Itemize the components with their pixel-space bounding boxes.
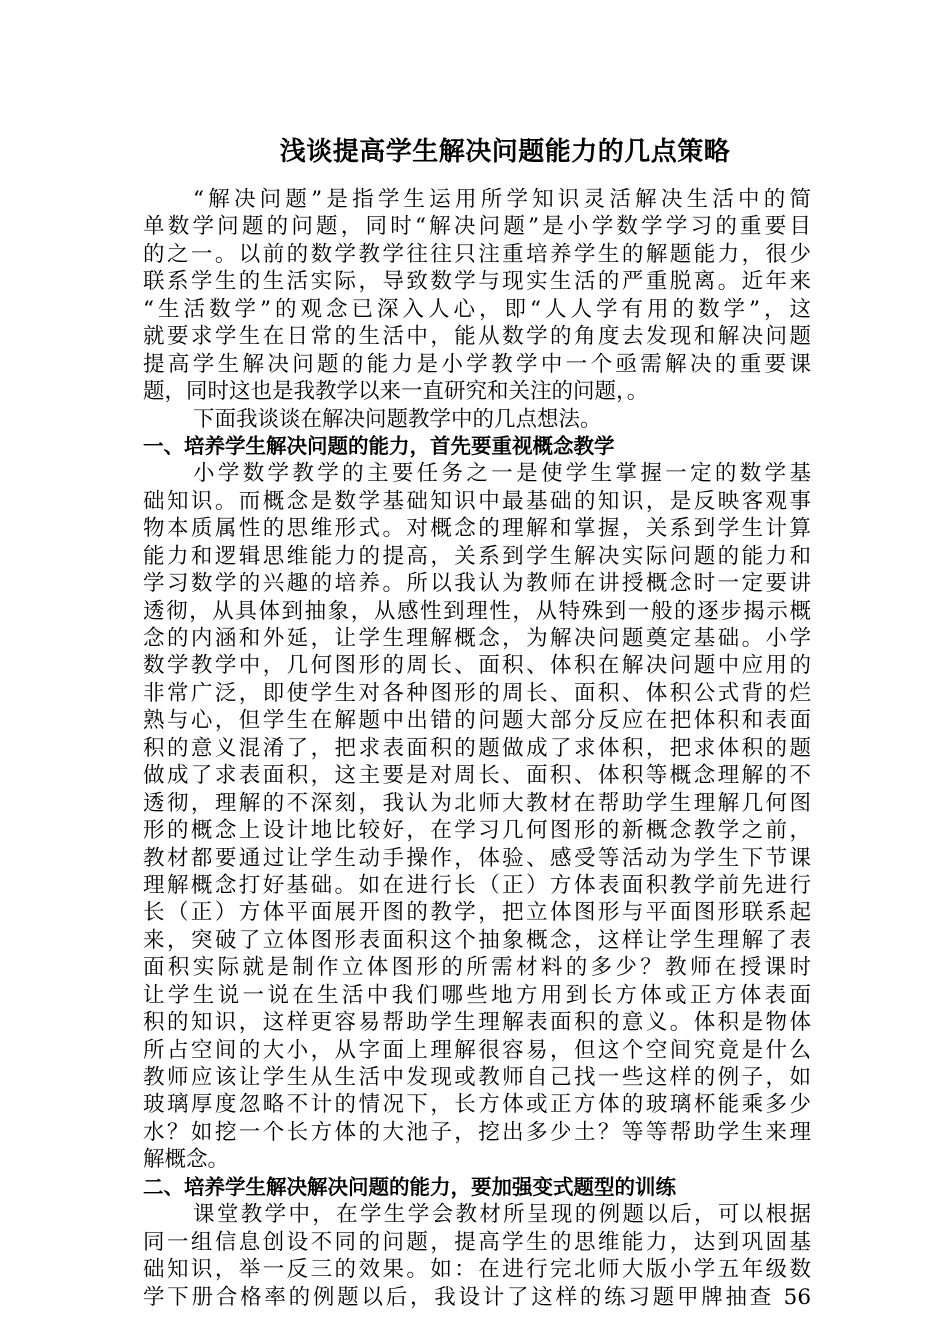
text-line: 熟与心，但学生在解题中出错的问题大部分反应在把体积和表面 xyxy=(143,708,811,734)
text-line: 的之一。以前的数学教学往往只注重培养学生的解题能力，很少 xyxy=(143,241,811,267)
text-line: 教材都要通过让学生动手操作，体验、感受等活动为学生下节课 xyxy=(143,845,811,871)
section-heading: 二、培养学生解决解决问题的能力，要加强变式题型的训练 xyxy=(143,1174,676,1199)
text-line: 让学生说一说在生活中我们哪些地方用到长方体或正方体表面 xyxy=(143,982,811,1008)
text-line: 理解概念打好基础。如在进行长（正）方体表面积教学前先进行 xyxy=(143,872,811,898)
text-line: 能力和逻辑思维能力的提高，关系到学生解决实际问题的能力和 xyxy=(143,543,811,569)
text-line: 学下册合格率的例题以后，我设计了这样的练习题甲牌抽查 56 xyxy=(143,1284,811,1310)
text-line: 础知识。而概念是数学基础知识中最基础的知识，是反映客观事 xyxy=(143,488,811,514)
text-line: 面积实际就是制作立体图形的所需材料的多少？教师在授课时 xyxy=(143,955,811,981)
text-line: “生活数学”的观念已深入人心，即“人人学有用的数学”，这 xyxy=(143,296,811,322)
text-line: 教师应该让学生从生活中发现或教师自己找一些这样的例子，如 xyxy=(143,1065,811,1090)
text-line: 小学数学教学的主要任务之一是使学生掌握一定的数学基 xyxy=(193,461,811,487)
text-line: 来，突破了立体图形表面积这个抽象概念，这样让学生理解了表 xyxy=(143,927,811,953)
document-title: 浅谈提高学生解决问题能力的几点策略 xyxy=(279,137,731,167)
text-line: 非常广泛，即使学生对各种图形的周长、面积、体积公式背的烂 xyxy=(143,680,811,706)
document-body xyxy=(143,186,811,1311)
text-line: 下面我谈谈在解决问题教学中的几点想法。 xyxy=(193,406,602,432)
section-heading: 一、培养学生解决问题的能力，首先要重视概念教学 xyxy=(143,433,615,458)
text-line: 积的知识，这样更容易帮助学生理解表面积的意义。体积是物体 xyxy=(143,1010,811,1036)
text-line: 玻璃厚度忽略不计的情况下，长方体或正方体的玻璃杯能乘多少 xyxy=(143,1092,811,1118)
text-line: 础知识，举一反三的效果。如：在进行完北师大版小学五年级数 xyxy=(143,1257,811,1283)
text-line: 提高学生解决问题的能力是小学教学中一个亟需解决的重要课 xyxy=(143,351,811,377)
text-line: 就要求学生在日常的生活中，能从数学的角度去发现和解决问题 xyxy=(143,324,811,350)
text-line: 形的概念上设计地比较好，在学习几何图形的新概念教学之前， xyxy=(143,818,811,844)
text-line: 物本质属性的思维形式。对概念的理解和掌握，关系到学生计算 xyxy=(143,516,811,542)
text-line: 长（正）方体平面展开图的教学，把立体图形与平面图形联系起 xyxy=(143,900,811,926)
text-line: 解概念。 xyxy=(143,1147,230,1173)
text-line: 水？如挖一个长方体的大池子，挖出多少土？等等帮助学生来理 xyxy=(143,1119,811,1145)
text-line: 做成了求表面积，这主要是对周长、面积、体积等概念理解的不 xyxy=(143,763,811,789)
text-line: 学习数学的兴趣的培养。所以我认为教师在讲授概念时一定要讲 xyxy=(143,571,811,597)
text-line: 单数学问题的问题，同时“解决问题”是小学数学学习的重要目 xyxy=(143,214,811,240)
text-line: 透彻，理解的不深刻，我认为北师大教材在帮助学生理解几何图 xyxy=(143,790,811,816)
text-line: 联系学生的生活实际，导致数学与现实生活的严重脱离。近年来 xyxy=(143,269,811,295)
text-line: 同一组信息创设不同的问题，提高学生的思维能力，达到巩固基 xyxy=(143,1229,811,1255)
text-line: 数学教学中，几何图形的周长、面积、体积在解决问题中应用的 xyxy=(143,653,811,679)
text-line: 课堂教学中，在学生学会教材所呈现的例题以后，可以根据 xyxy=(193,1202,811,1228)
text-line: 念的内涵和外延，让学生理解概念，为解决问题奠定基础。小学 xyxy=(143,626,811,651)
text-line: 透彻，从具体到抽象，从感性到理性，从特殊到一般的逐步揭示概 xyxy=(143,598,811,624)
text-line: 题，同时这也是我教学以来一直研究和关注的问题，。 xyxy=(143,379,649,405)
text-line: 所占空间的大小，从字面上理解很容易，但这个空间究竟是什么 xyxy=(143,1037,811,1063)
text-line: 积的意义混淆了，把求表面积的题做成了求体积，把求体积的题 xyxy=(143,735,811,761)
text-line: “解决问题”是指学生运用所学知识灵活解决生活中的简 xyxy=(193,187,811,212)
